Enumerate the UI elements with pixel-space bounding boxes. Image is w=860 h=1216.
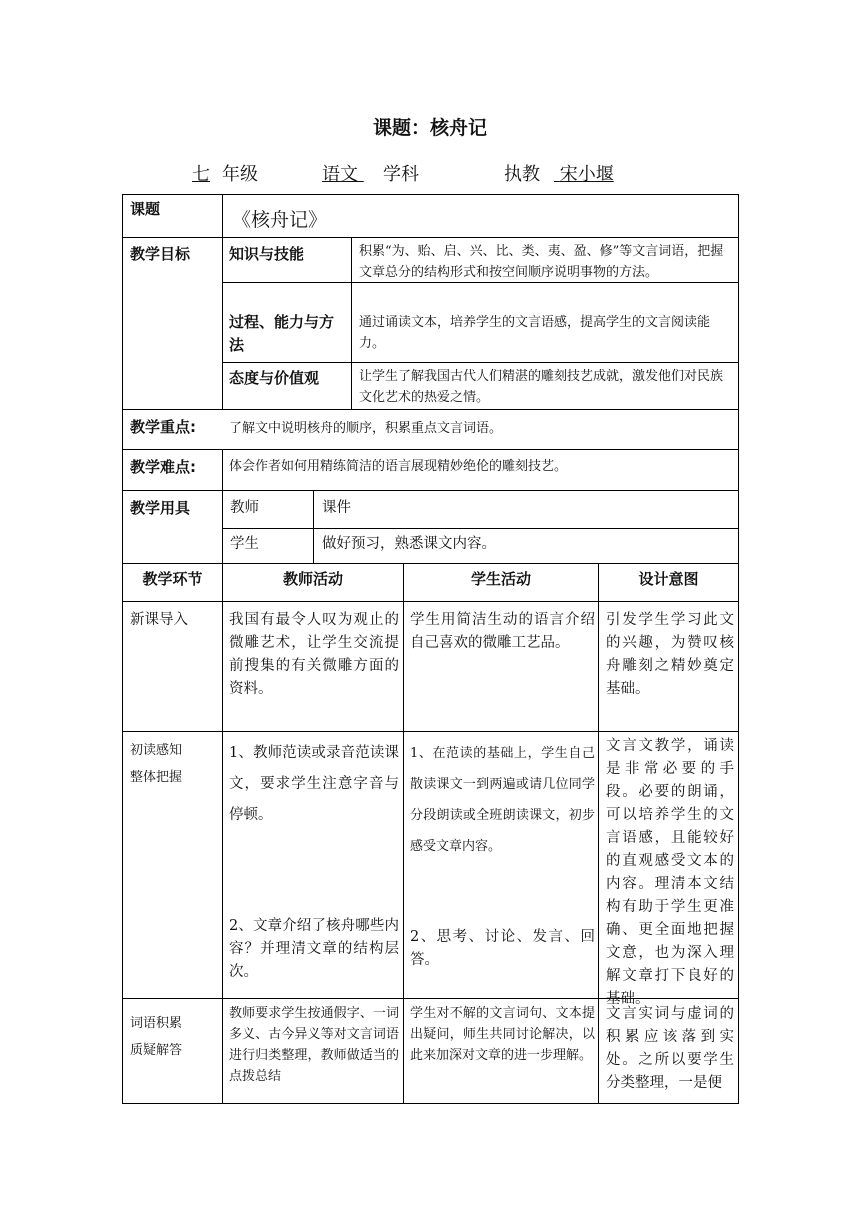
header-student-activity: 学生活动 bbox=[470, 570, 531, 588]
goal-attitude-text: 让学生了解我国古代人们精湛的雕刻技艺成就，激发他们对民族文化艺术的热爱之情。 bbox=[359, 369, 724, 405]
teacher-label: 执教 bbox=[504, 164, 540, 185]
row-intro-stage: 新课导入 bbox=[130, 612, 188, 628]
goals-label: 教学目标 bbox=[130, 245, 191, 263]
row-intro-teacher: 我国有最令人叹为观止的微雕艺术，让学生交流提前搜集的有关微雕方面的资料。 bbox=[229, 612, 399, 697]
row-intro-student: 学生用简洁生动的语言介绍自己喜欢的微雕工艺品。 bbox=[410, 612, 595, 651]
topic-value: 《核舟记》 bbox=[232, 209, 328, 231]
teacher-value: 宋小堰 bbox=[559, 164, 614, 185]
goal-process-label: 过程、能力与方法 bbox=[229, 313, 335, 354]
difficulty-text: 体会作者如何用精练简洁的语言展现精妙绝伦的雕刻技艺。 bbox=[229, 459, 568, 474]
header-design-intent: 设计意图 bbox=[638, 570, 699, 588]
subject-value: 语文 bbox=[322, 164, 358, 185]
goal-attitude-label: 态度与价值观 bbox=[229, 369, 320, 387]
header-teacher-activity: 教师活动 bbox=[282, 570, 343, 588]
grade-value: 七 bbox=[192, 164, 210, 185]
goal-knowledge-text: 积累“为、贻、启、兴、比、类、夷、盈、修”等文言词语，把握文章总分的结构形式和按空间顺序说明事物的方法。 bbox=[359, 244, 724, 280]
row-reading-student-1: 1、在范读的基础上，学生自己散读课文一到两遍或请几位同学分段朗读或全班朗读课文，初步感受文章内容。 bbox=[410, 746, 595, 854]
tools-student-role: 学生 bbox=[230, 536, 259, 552]
header-stage: 教学环节 bbox=[142, 570, 203, 588]
tools-student-text: 做好预习，熟悉课文内容。 bbox=[322, 536, 496, 552]
row-reading-intent: 文言文教学，诵读是非常必要的手段。必要的朗诵，可以培养学生的文言语感，且能较好的直观感受文本的内容。理清本文结构有助于学生更准确、更全面地把握文意，也为深入理解文章打下良好的基础。 bbox=[606, 738, 734, 1007]
row-reading-student-2: 2、思考、讨论、发言、回答。 bbox=[410, 929, 595, 968]
row-reading-teacher-2: 2、文章介绍了核舟哪些内容？并理清文章的结构层次。 bbox=[229, 918, 399, 980]
tools-teacher-text: 课件 bbox=[322, 500, 351, 516]
key-point-text: 了解文中说明核舟的顺序，积累重点文言词语。 bbox=[229, 421, 503, 436]
row-vocab-stage: 词语积累 质疑解答 bbox=[130, 1016, 183, 1058]
row-vocab-intent: 文言实词与虚词的积累应该落到实处。之所以要学生分类整理，一是便 bbox=[606, 1006, 734, 1091]
row-intro-intent: 引发学生学习此文的兴趣，为赞叹核舟雕刻之精妙奠定基础。 bbox=[606, 612, 734, 697]
goal-knowledge-label: 知识与技能 bbox=[229, 245, 305, 263]
row-reading-stage: 初读感知 整体把握 bbox=[130, 743, 183, 785]
row-vocab-student: 学生对不解的文言词句、文本提出疑问，师生共同讨论解决，以此来加深对文章的进一步理解。 bbox=[410, 1006, 595, 1063]
document-title: 课题：核舟记 bbox=[372, 117, 487, 139]
tools-label: 教学用具 bbox=[130, 499, 191, 517]
goal-process-text: 通过诵读文本，培养学生的文言语感，提高学生的文言阅读能力。 bbox=[359, 315, 711, 351]
topic-label: 课题 bbox=[130, 200, 161, 218]
key-point-label: 教学重点: bbox=[130, 418, 196, 436]
row-reading-teacher-1: 1、教师范读或录音范读课文，要求学生注意字音与停顿。 bbox=[229, 745, 399, 823]
row-vocab-teacher: 教师要求学生按通假字、一词多义、古今异义等对文言词语进行归类整理，教师做适当的点拨总结 bbox=[229, 1006, 399, 1084]
subject-label: 学科 bbox=[383, 164, 419, 185]
grade-label: 年级 bbox=[222, 164, 258, 185]
tools-teacher-role: 教师 bbox=[230, 500, 259, 516]
difficulty-label: 教学难点: bbox=[130, 458, 196, 476]
